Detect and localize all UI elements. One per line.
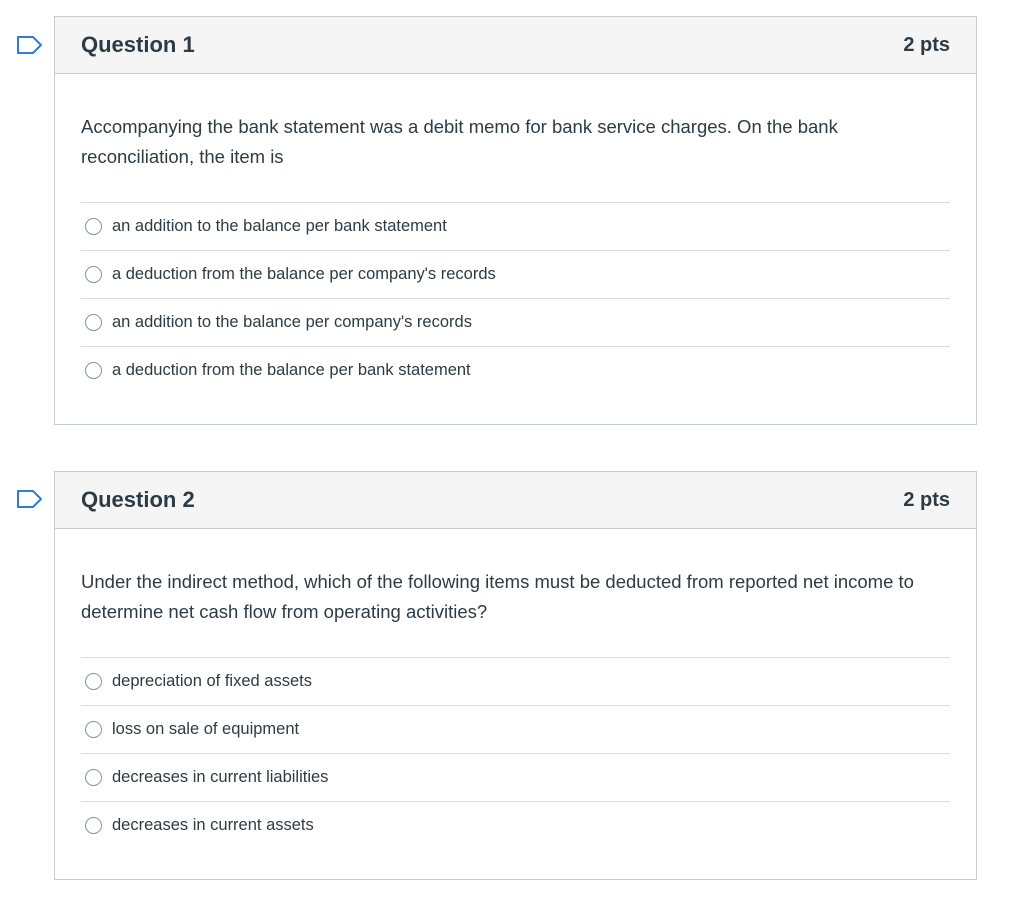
question-body: [55, 529, 976, 849]
answer-label[interactable]: depreciation of fixed assets: [112, 672, 312, 690]
question-points: 2 pts: [903, 34, 950, 56]
radio-button[interactable]: [85, 673, 102, 690]
answer-option[interactable]: [81, 658, 950, 706]
question-title: Question 2: [81, 487, 195, 512]
radio-button[interactable]: [85, 266, 102, 283]
question-body: [55, 74, 976, 394]
question-header: [55, 17, 976, 74]
question-text: Under the indirect method, which of the following items must be deducted from reported net income to determine net cash flow from operating activities?: [81, 571, 914, 622]
radio-button[interactable]: [85, 362, 102, 379]
answer-label[interactable]: a deduction from the balance per bank statement: [112, 361, 471, 379]
question-points: 2 pts: [903, 489, 950, 511]
answer-option[interactable]: [81, 299, 950, 347]
flag-question-icon[interactable]: [16, 35, 44, 55]
answer-list: [81, 202, 950, 394]
radio-button[interactable]: [85, 721, 102, 738]
radio-button[interactable]: [85, 218, 102, 235]
answer-option[interactable]: [81, 347, 950, 394]
question-header: [55, 472, 976, 529]
answer-label[interactable]: an addition to the balance per company's records: [112, 313, 472, 331]
radio-button[interactable]: [85, 314, 102, 331]
answer-label[interactable]: decreases in current liabilities: [112, 768, 329, 786]
answer-option[interactable]: [81, 706, 950, 754]
answer-option[interactable]: [81, 251, 950, 299]
answer-option[interactable]: [81, 754, 950, 802]
answer-list: [81, 657, 950, 849]
answer-option[interactable]: [81, 203, 950, 251]
answer-label[interactable]: loss on sale of equipment: [112, 720, 300, 738]
flag-question-icon[interactable]: [16, 489, 44, 509]
radio-button[interactable]: [85, 817, 102, 834]
answer-option[interactable]: [81, 802, 950, 849]
answer-label[interactable]: an addition to the balance per bank statement: [112, 217, 447, 235]
question-title: Question 1: [81, 32, 195, 57]
radio-button[interactable]: [85, 769, 102, 786]
answer-label[interactable]: decreases in current assets: [112, 816, 314, 834]
question-card: [54, 471, 977, 880]
answer-label[interactable]: a deduction from the balance per company's records: [112, 265, 496, 283]
question-card: [54, 16, 977, 425]
question-text: Accompanying the bank statement was a debit memo for bank service charges. On the bank reconciliation, the item is: [81, 116, 838, 167]
